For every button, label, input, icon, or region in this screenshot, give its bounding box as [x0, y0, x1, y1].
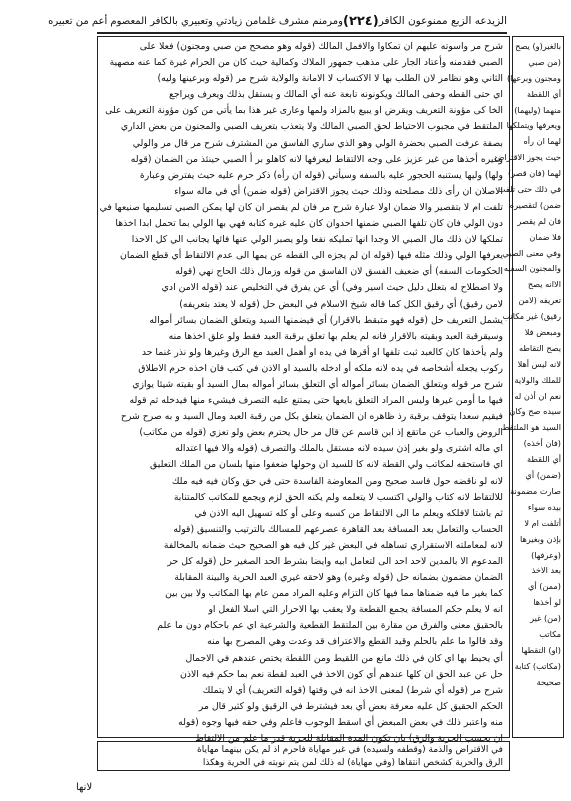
commentary-line: فيقيم سعدا يتوقف برقبة رذ ظاهره ان الضمان يتعلق بكل من رقبة العبد ومال السيد و به صرح شرح — [120, 411, 503, 423]
commentary-line: الملتقط في مجبوب الاحتياط لحق الصبي المالك ولا يتعذب بتعريف الصبي والمجنون من بعض الداري — [120, 121, 503, 133]
matn-line: أي اللقطة — [526, 454, 561, 465]
commentary-line: للالتقاط لانه كتاب والولي اكتسب لا يتعلمه ولم يكنه الحق لزم ويجمع للمكاتب كالمتنابة — [173, 491, 503, 503]
footnote-line: في الاقتراض والذمة (وقطفه ولسيده) في غير مهاياة فاحرم اذ لم يكن بينهما مهاياة — [197, 745, 503, 755]
commentary-line: ثم باشتا لافلكه ويعلم ما الى الالتقاط من كسبه وعلى أو كله تسهيل اليه الاذن في — [194, 507, 503, 519]
commentary-line: وسيقرقبة العبد وبقيته بالاقرار فانه لم يعلم بها تعلق برقبة العبد فقط ولو علق اخذها منه — [168, 330, 503, 342]
commentary-line: فيها ما أومن غيرها وليس المراد التعلق بايعها حتى يمتنع عليه التصرف فيشيء منها فيدخله ثم قوله — [129, 395, 503, 407]
commentary-line: يشمل التعريف حل (قوله فهو متبقط بالاقرار) أي فيضمنها السيد ويتعلق الضمان بسائر أمواله — [149, 314, 503, 326]
header-rule — [97, 32, 507, 34]
commentary-line: شرح مر واسوته عليهم ان تمكاوا والافمل المالك (قوله وهو مصحح من صبي ومجنون) فعلا على — [139, 41, 503, 52]
commentary-line: وغيره أخذها من غير عزيز على وجه الالتقاط ليعرفها لانه كاهلو بر أ الصبي حينئذ من الضمان (قوله — [130, 153, 503, 165]
matn-line: فلا ضمان — [529, 231, 561, 242]
matn-line: (وعرفها) — [531, 549, 561, 560]
matn-line: وفي معنى الصبي — [502, 247, 561, 258]
matn-line: رقيق) غير مكاتب — [502, 311, 561, 322]
matn-line: فان لم يقصر — [517, 215, 561, 226]
page-number: (٢٢٤) — [342, 13, 379, 29]
footnote-line: الرق والحرية كشخص انتقاها (وفي مهاياة) له ذلك لمن يتم نوبته في الحرية وهكذا — [202, 757, 503, 768]
matn-line: الاانه يصح — [527, 279, 561, 290]
commentary-line: الصبي فقدمنه وأعتاد الجار على مذهب جمهور الملاك وكمالية حيث كان من الحرام غيرة كما عنه مصهية — [109, 57, 503, 69]
matn-line: لو أخذها — [533, 597, 561, 608]
commentary-line: الحكم الحقيق كل عليه معرفة بعض أي بعد فيشترط في الرقيق ولو كثير قال مر — [198, 700, 503, 712]
matn-line: ومجنون وبرعها) — [506, 72, 561, 83]
matn-line: (من) غير — [530, 613, 561, 624]
commentary-line: اي حتى القطه وحفى المالك ويكونونه تابعة عنه أي المالك و يستقل بذلك ويعرف ويراجع — [168, 89, 503, 101]
commentary-line: انه لا يعلم حكم المسافة يجمع القطعة ولا يعقب بها الاحرار التي اسلا الفعل او — [208, 604, 503, 616]
commentary-line: يعرفها الولي وذلك مثله فيها (قوله ان لم يجزه الى القطه عن يمها الى عدم الالتقاط أي قطع الضمان — [120, 250, 503, 262]
matn-line: أي اللقطة — [526, 88, 561, 99]
matn-line: في ذلك حتى تلفت — [497, 184, 561, 195]
commentary-line: كما بغير ما فيه ضمناها مما فيها كان التزام وعليه المراد ممن عام بها المكاتب ولا بين بين — [165, 588, 503, 600]
commentary-line: لامن رقيق) أي رقيق الكل كما قاله شيخ الاسلام في البعض حل (قوله لا يعتد بتعريفه) — [179, 298, 503, 310]
matn-line: ويعرفها ويتملكها — [506, 120, 561, 131]
running-header — [48, 12, 507, 30]
commentary-line: شرح مر قوله ويتعلق الضمان بسائر أمواله أي التعلق بسائر أمواله بمال السيد أو بقيته شيئا يوازي — [132, 378, 503, 390]
matn-line: صحيحة — [536, 676, 561, 687]
commentary-line: أي يحيط بها اي كان في ذلك مانع من اللقيط ومن اللقطة يختص عندهم في الاجمال — [185, 652, 503, 664]
header-title: الزيدعه الزبع ممنوعون الكافر — [378, 15, 507, 27]
matn-line: صارت مضمونة — [510, 485, 561, 496]
matn-line: (ضمن) أي — [525, 470, 561, 481]
commentary-line: وقد قالوا ما علم بالحلم وقيد القطع والاعتراف قد وعدت وهي المصرح بها منه — [207, 636, 503, 648]
matn-line: ضمن) لتقصيره — [509, 199, 561, 210]
commentary-line: الضمان مضمون بضمانه حل (قوله وغيره) وهو لاحقه غيري العبد الحرية والبينة المقابلة — [174, 572, 503, 584]
commentary-line: الاصلان ان رأى ذلك مصلحته وذلك حيث يجوز الاقتراض (قوله ضمن) أي في ماله سواء — [174, 185, 503, 197]
commentary-line: الثاني وهو نظامر لان الطلب بها لا الاكتساب لا الامانة والولاية شرح مر (قوله وبرعينها وليه) — [157, 73, 503, 85]
matn-line: السيد هو الملتقط — [501, 422, 561, 433]
matn-line: (من صبي — [528, 56, 561, 67]
matn-line: بيده سواء — [527, 501, 561, 512]
matn-line: منهما (وليهما) — [514, 104, 561, 115]
matn-line: نعم ان أذن له — [514, 390, 561, 401]
commentary-line: منه واعتبر ذلك في بعض المبعض أي اسقط الوجوب فاعلم وفي حقه فيها وجوه (قوله — [178, 716, 503, 728]
matn-line: (مكاتب) كتابة — [514, 660, 561, 671]
matn-line: لهما ان رأه — [523, 136, 561, 147]
commentary-line: الروض والعباب عن ماتقع إذ ابن قاسم عن قال مر حال يحترم بعض ولو تعزي (قوله من مكاتب) — [139, 427, 503, 439]
commentary-line: شرح مر (قوله أي شرط) لمعنى الاخذ انه في وقتها (قوله التعريف) أي لا يتملك — [202, 684, 503, 696]
matn-line: (ممن) أي — [527, 581, 561, 592]
matn-line: (فان أخذه) — [523, 438, 561, 449]
commentary-line: تلفت ام لا بتقصير والا ضمان اولا عبارة شرح مر فان لم يقصر ان كان لها يمكن الصبي تسليمها صنيعها في — [99, 201, 503, 213]
commentary-line: حل عن عبد الحق ان كلها عندهم أي كون الاخذ في العبد لقطة نعم بما حكم فيه الاذن — [180, 668, 503, 680]
matn-line: بعد الاخذ — [531, 565, 561, 576]
commentary-line: لانه لو ناقضه حول فاسد صحيح ومن المعاوضة الفاسدة حتى في حق وكان فيه فيه ملك — [171, 475, 503, 487]
commentary-line: ولم يأخذها كان كالعبد ثبت تلفها او أقرها في يده او أهمل العبد مع الرق وغيرها ولو نذر غنما حد — [141, 346, 503, 358]
matn-line: مكاتب — [539, 628, 561, 639]
matn-line: أتلفت ام لا — [524, 517, 561, 528]
commentary-line: لانه لمعاملته الاستقراري تساهله في البعض غير كل فيه هو الصحيح حيث ضمانه بالمخالفة — [163, 539, 503, 551]
matn-line: لهما (فان قصر) — [507, 168, 561, 179]
commentary-line: بصفة عرفت الصبي بحضرة الولي وهو الذي ساري الفاسق من المشترف شرح مر قال مر والولي — [132, 137, 503, 149]
matn-line: للملك والولاية — [514, 374, 561, 385]
commentary-line: ولا اصطلاح له بتعلل دليل حيث اسير وفي) أي عن يفرق في التخليص عند (قوله الامن ادي — [161, 282, 503, 294]
commentary-text — [99, 39, 503, 747]
commentary-line: دون الولي فان كان تلفها الصبي ضمنها احدوان كان عليه غيره كتابه فهي بها الولي بما تحمل ابدا اخذها — [115, 218, 503, 230]
commentary-line: المدعوم الا بالمدين لاحد احد الى لتعامل ابيه وايضا بشرط الحد الصغير حل (قوله كل حر — [167, 556, 503, 567]
commentary-line: اي ماله اشترى ولو بغير إذن سيده لانه مستقل بالملك والتصرف (قوله والا فيها اعتداله — [175, 443, 503, 455]
matn-line: بالغير(و) يصح — [515, 41, 561, 51]
matn-text — [494, 39, 561, 691]
commentary-line: الحساب والتعامل بعد المسافة بعد القاهرة عصرعهم للمسالك بالترتيب والتنسيق (قوله — [173, 523, 503, 535]
matn-line: سيده صح وكان — [509, 406, 561, 417]
matn-line: (او) التقطها — [521, 644, 561, 655]
commentary-line: ركوب يجعله أشخاصه في يده لانه ملكه أو ادخله بالسيد او الاذن في كتب فان اخذه حرم الاطلاق — [138, 362, 503, 374]
commentary-line: ولها) وليها يستنبه الحجور عليه بالسفه وسيأتي (قوله ان رأه) ذكر حرم عليه حيث يفترض وعبارة — [139, 169, 503, 181]
matn-line: بإذن وبغيرها — [519, 533, 561, 544]
matn-line: والمجنون السفيه — [503, 263, 561, 274]
commentary-line: الخا كى مؤونة التعريف ويقرض او يبيع بالمزاد ولمها وعارى غير هذا بما يأتي من كون مؤونة التعريف على — [105, 105, 503, 117]
commentary-line: بالحقيق معنى والفرق من مقارة بين الملتقط القطعية والشرعية اي عم باحكام دون ما علم — [157, 620, 503, 632]
matn-line: لانه ليس أهلا — [517, 358, 561, 369]
commentary-line: الحكومات السفه) أي ضعيف الفسق لان الفاسق من قوله وزمال ذلك الحاج نهي (قوله — [175, 266, 503, 278]
commentary-line: تملكها لان ذلك مال الصبي الا وجدا انها تمليكه نفعا ولو يصبر الولي عنها فائها يجانب الي كل الاحذا — [131, 234, 503, 246]
catchword: لانها — [76, 782, 93, 793]
matn-line: تعريفه (لامن — [518, 295, 561, 306]
matn-line: حيث يجوز الاقتراض — [494, 152, 561, 163]
matn-line: يصح التقاطه — [518, 342, 561, 353]
header-subtitle: ومرمنم مشرف غلمامن زيادتي وتعبيري بالكافر المعصوم أعم من تعبيره — [48, 15, 343, 27]
commentary-line: اي فاستحقه لمكاتب ولي القطة لانه كا للسيد ان وحولها ضعفوا منها بلسان من الملك التعليق — [150, 459, 503, 471]
footnote-text — [103, 744, 503, 769]
matn-line: ومبعض فلا — [524, 327, 561, 338]
commentary-line: ان بحسب الحرية والرق) بان تكون المدة المقابلة للحرية قدر ما علم من الالتقاط — [195, 733, 503, 745]
